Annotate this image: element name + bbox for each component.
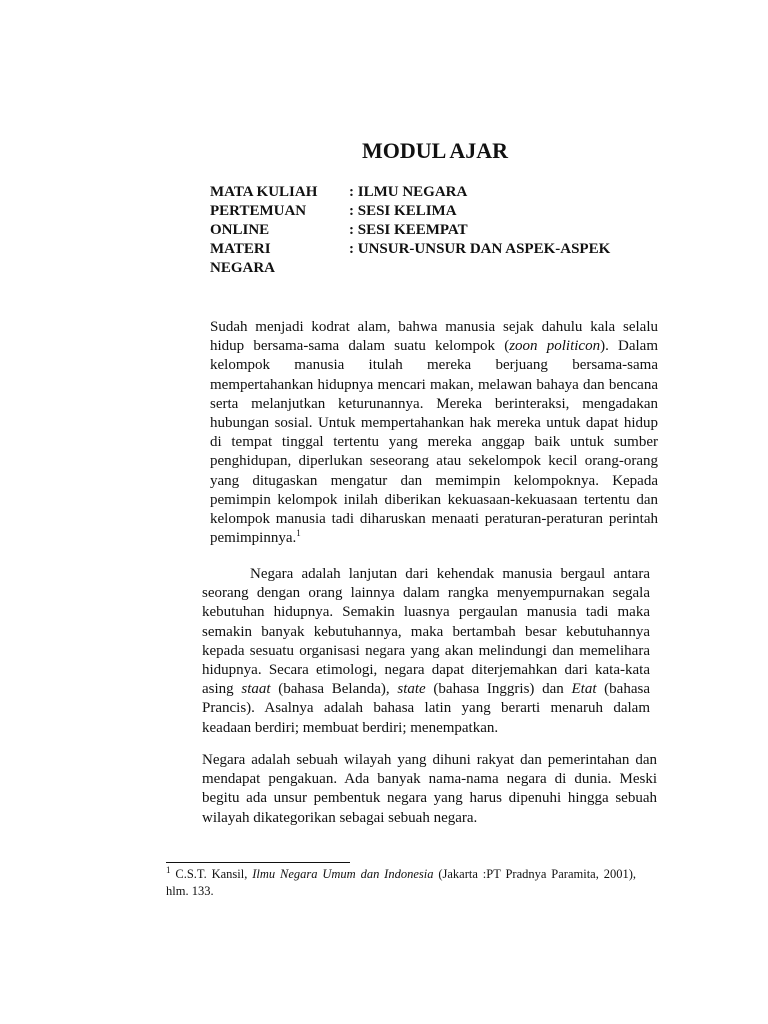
course-info-row	[210, 259, 610, 278]
text-run: ). Dalam kelompok manusia itulah mereka berjuang bersama-sama mempertahankan hidupnya mencari makan, melawan bahaya dan bencana serta melanjutkan keturunannya. Mereka berinteraksi, mengadakan hubungan sosial. Untuk mempertahankan hak mereka untuk dapat hidup di tempat tinggal tertentu yang mereka anggap baik untuk sumber penghidupan, diperlukan seseorang atau sekelompok kecil orang-orang yang ditugaskan mengatur dan memimpin kelompoknya. Kepada pemimpin kelompok inilah diberikan kekuasaan-kekuasaan tertentu dan kelompok manusia tadi diharuskan menaati peraturan-peraturan perintah pemimpinnya.	[210, 338, 658, 547]
footnote-author: C.S.T. Kansil,	[170, 867, 253, 881]
info-label: MATA KULIAH	[210, 184, 318, 200]
info-value: : UNSUR-UNSUR DAN ASPEK-ASPEK	[349, 241, 611, 257]
info-value: : SESI KEEMPAT	[349, 222, 468, 238]
info-value: : ILMU NEGARA	[349, 184, 468, 200]
footnote-separator	[166, 862, 350, 863]
info-label: ONLINE	[210, 222, 270, 238]
footnote-reference: 1	[296, 528, 301, 539]
text-run: Sudah menjadi kodrat alam, bahwa manusia sejak dahulu kala selalu hidup bersama-sama dalam suatu kelompok (	[210, 319, 658, 355]
course-info-row	[210, 221, 610, 240]
text-run: Negara adalah lanjutan dari kehendak manusia bergaul antara seorang dengan orang lainnya dalam rangka menyempurnakan segala kebutuhan hidupnya. Semakin luasnya pergaulan manusia tadi maka semakin banyak kebutuhannya, maka bertambah besar kebutuhannya kepada sesuatu organisasi negara yang akan melindungi dan memelihara hidupnya. Secara etimologi, negara dapat diterjemahkan dari kata-kata asing	[202, 566, 650, 698]
paragraph-intro	[210, 318, 658, 548]
course-info-row	[210, 183, 610, 202]
info-value: : SESI KELIMA	[349, 203, 457, 219]
footnote-book-title: Ilmu Negara Umum dan Indonesia	[252, 867, 434, 881]
footnote-number: 1	[166, 864, 171, 875]
course-info-row	[210, 240, 610, 259]
italic-term: Etat	[571, 681, 597, 698]
text-run: (bahasa Belanda),	[270, 681, 398, 698]
course-info-table	[210, 183, 610, 278]
footnote	[166, 866, 636, 900]
info-label: MATERI	[210, 241, 271, 257]
text-run: (bahasa Inggris) dan	[425, 681, 572, 698]
italic-term: state	[397, 681, 426, 698]
info-label: PERTEMUAN	[210, 203, 307, 219]
italic-term: staat	[241, 681, 271, 698]
info-label: NEGARA	[210, 260, 276, 276]
text-run: (bahasa Prancis). Asalnya adalah bahasa latin yang berarti menaruh dalam keadaan berdiri; membuat berdiri; menempatkan.	[202, 681, 650, 736]
course-info-row	[210, 202, 610, 221]
paragraph-definition: Negara adalah sebuah wilayah yang dihuni rakyat dan pemerintahan dan mendapat pengakuan. Ada banyak nama-nama negara di dunia. Meski begitu ada unsur pembentuk negara yang harus dipenuhi hingga sebuah wilayah dikategorikan sebagai sebuah negara.	[202, 752, 657, 826]
footnote-publication: (Jakarta :PT Pradnya Paramita, 2001), hlm. 133.	[166, 867, 636, 898]
paragraph-etymology	[202, 565, 650, 738]
document-title: MODUL AJAR	[361, 138, 509, 163]
italic-term: zoon politicon	[509, 338, 601, 355]
